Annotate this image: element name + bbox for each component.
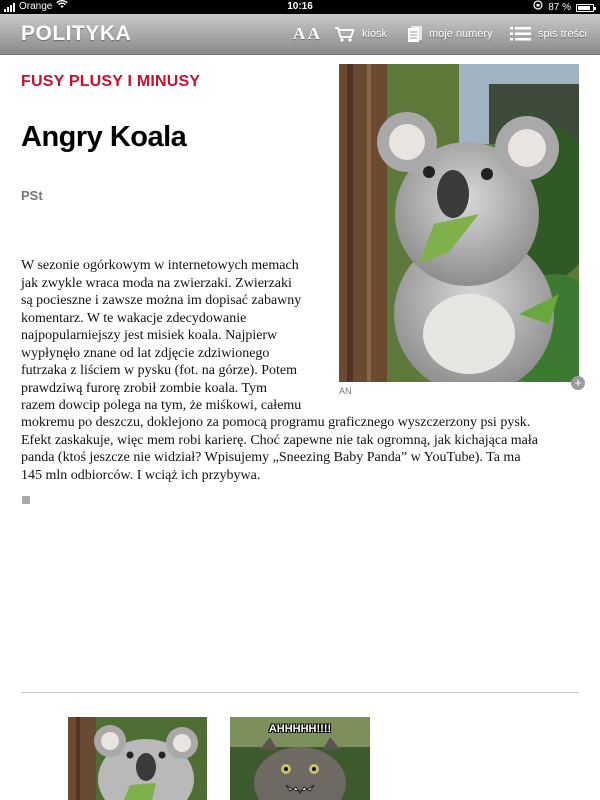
divider [21,692,579,693]
related-thumbnail[interactable] [68,717,207,800]
article-line: wypłynęło znane od lat zdjęcie zdziwionego [21,345,270,361]
article-body-narrow [21,257,327,415]
app-toolbar [0,14,600,55]
my-issues-label: moje numery [429,28,493,40]
status-bar [0,0,600,14]
battery-fill [578,6,590,10]
list-icon [510,27,532,41]
battery-percent: 87 % [548,1,571,13]
section-label: FUSY PLUSY I MINUSY [21,73,201,90]
app-logo[interactable]: POLITYKA [21,22,132,45]
status-right [533,0,594,15]
article-line: 145 mln odbiorców. I wciąż ich przybywa. [21,467,261,483]
battery-icon [576,4,594,12]
article-title: Angry Koala [21,121,187,153]
kiosk-label: kiosk [362,28,388,40]
article-line: W sezonie ogórkowym w internetowych memach [21,258,299,273]
article-line: futrzaka z liściem w pysku (fot. na górze). Potem [21,363,298,378]
article-photo[interactable] [339,64,579,382]
article-line: panda (ktoś jeszcze nie widział? Wpisujemy „Sneezing Baby Panda” w YouTube). Ta ma [21,450,521,465]
related-thumbnail[interactable] [230,717,370,800]
document-icon [407,25,423,43]
article-line: Efekt zaskakuje, więc mem robi karierę. Choć zapewne nie tak ogromną, jak kichająca mała [21,432,538,448]
zoom-photo-button[interactable]: + [571,376,585,390]
carrier-label: Orange [19,1,53,12]
kiosk-button[interactable] [334,14,387,54]
font-size-label: A A [293,24,320,43]
end-of-article-mark [22,496,30,504]
font-size-button[interactable] [293,14,320,54]
orientation-lock-icon [533,0,543,15]
article-author: PSt [21,188,43,203]
article-line: jak zwykle wraca moda na zwierzaki. Zwierzaki [21,275,292,291]
article-body-wide [21,414,581,484]
article-line: komentarz. W te wakacje zdecydowanie [21,310,247,326]
article-line: mokremu po deszczu, doklejono za pomocą programu graficznego wyszczerzony psi pysk. [21,415,531,430]
article-line: prawdziwą furorę zrobił zombie koala. Tym [21,380,268,396]
table-of-contents-label: spis treści [538,28,587,40]
photo-credit: AN [339,386,352,396]
table-of-contents-button[interactable] [510,14,587,54]
article-line: są pocieszne i zawsze można im dopisać zabawny [21,293,302,308]
article-line: razem dowcip polega na tym, że miśkowi, całemu [21,398,302,413]
cart-icon [334,26,356,42]
my-issues-button[interactable] [407,14,493,54]
clock: 10:16 [287,1,313,12]
article-line: najpopularniejszy jest misiek koala. Najpierw [21,328,278,343]
thumbnail-caption: AHHHHH!!!! [268,723,332,735]
